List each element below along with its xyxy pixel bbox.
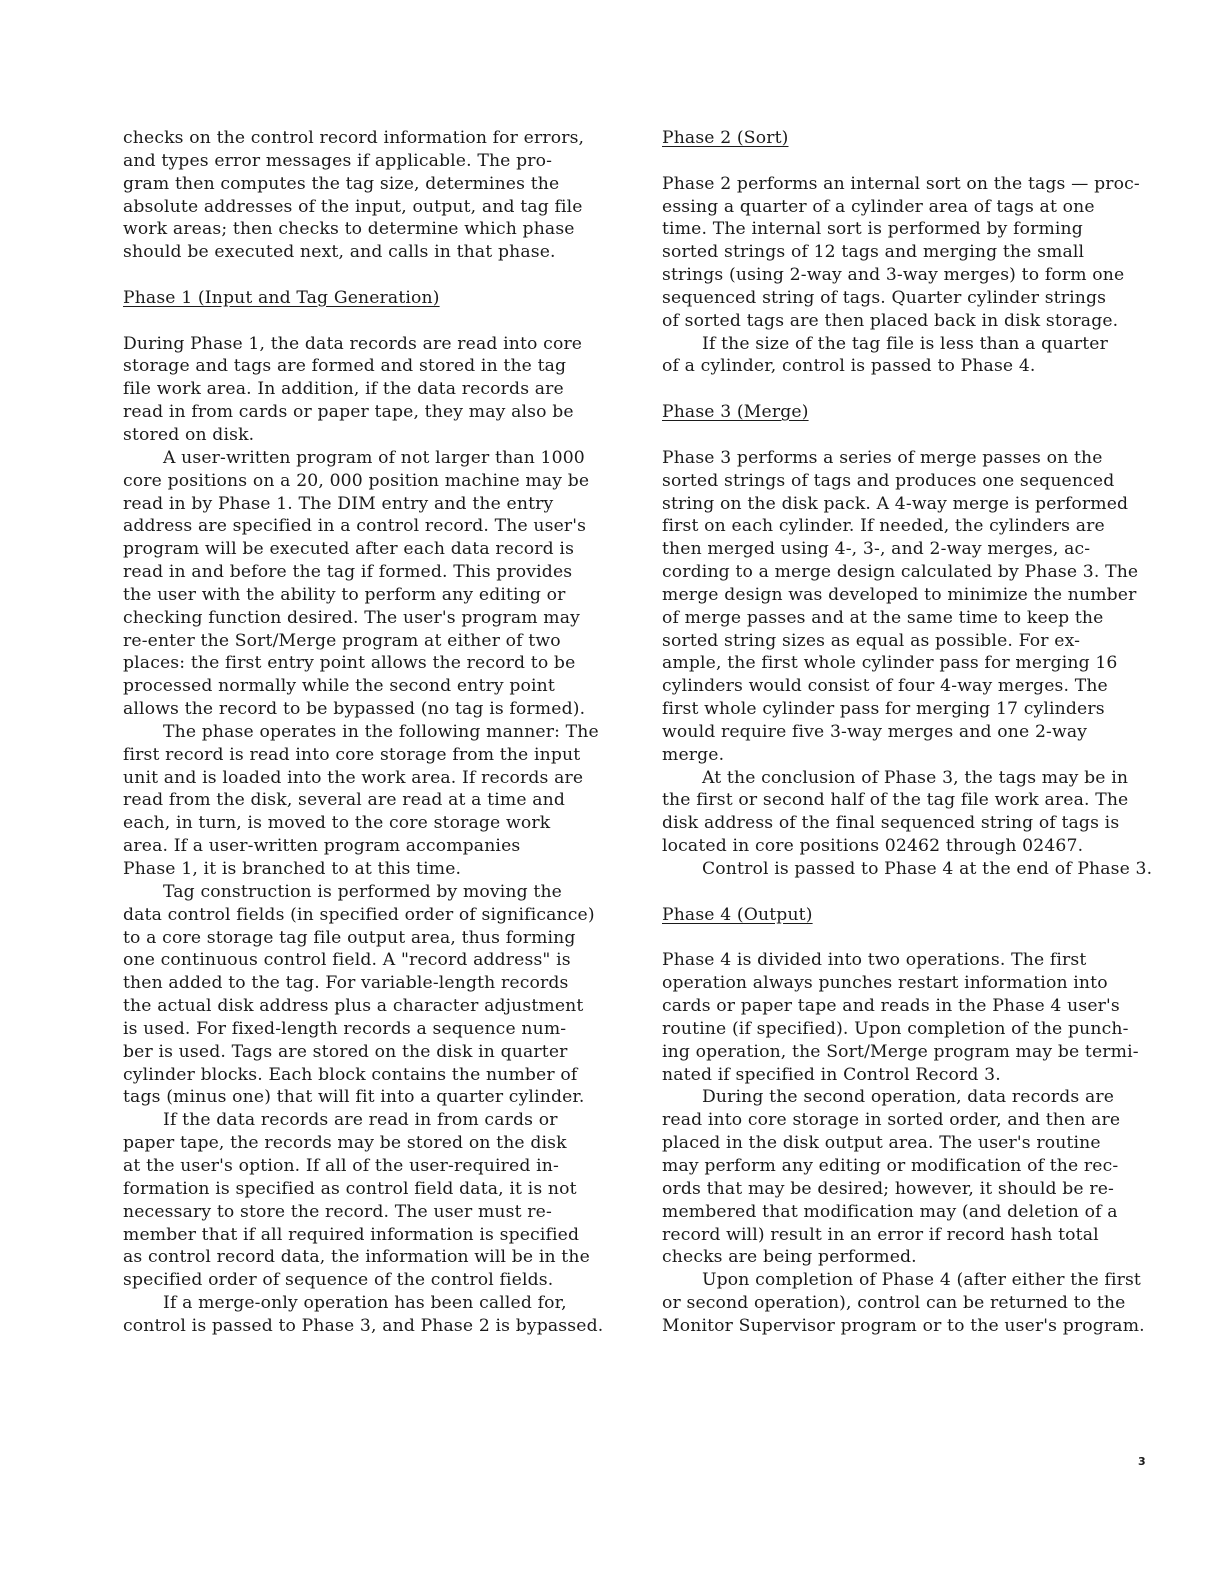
phase2-heading: Phase 2 (Sort)	[662, 128, 789, 148]
intro-paragraph	[123, 127, 618, 264]
phase1-paragraph-6	[123, 1292, 618, 1338]
text-line: file work area. In addition, if the data records are	[123, 379, 564, 400]
text-line: allows the record to be bypassed (no tag is formed).	[123, 699, 586, 720]
phase1-paragraph-2	[123, 447, 618, 721]
text-line: ber is used. Tags are stored on the disk in quarter	[123, 1041, 568, 1062]
text-line: sequenced string of tags. Quarter cylinder strings	[662, 287, 1107, 308]
text-line: unit and is loaded into the work area. If records are	[123, 767, 584, 788]
text-line: located in core positions 02462 through 02467.	[662, 836, 1084, 857]
text-line: core positions on a 20, 000 position machine may be	[123, 470, 590, 491]
text-line: cylinders would consist of four 4-way merges. The	[662, 676, 1108, 697]
text-line: first record is read into core storage from the input	[123, 744, 581, 765]
phase4-paragraph-2	[662, 1086, 1167, 1269]
text-line: Monitor Supervisor program or to the user's program.	[662, 1315, 1145, 1336]
text-line: cards or paper tape and reads in the Phase 4 user's	[662, 996, 1120, 1017]
text-line: If the size of the tag file is less than a quarter	[702, 333, 1108, 354]
phase3-heading: Phase 3 (Merge)	[662, 402, 809, 423]
text-line: first whole cylinder pass for merging 17 cylinders	[662, 699, 1105, 720]
phase2-paragraph-2	[662, 333, 1167, 379]
text-line: and types error messages if applicable. The pro-	[123, 150, 553, 171]
text-line: checks are being performed.	[662, 1247, 917, 1268]
text-line: work areas; then checks to determine which phase	[123, 219, 575, 240]
text-line: data control fields (in specified order of significance)	[123, 904, 595, 925]
text-line: Upon completion of Phase 4 (after either the first	[702, 1270, 1141, 1291]
text-line: is used. For fixed-length records a sequence num-	[123, 1018, 567, 1039]
text-line: essing a quarter of a cylinder area of tags at one	[662, 196, 1095, 217]
text-line: gram then computes the tag size, determines the	[123, 173, 560, 194]
text-line: may perform any editing or modification of the rec-	[662, 1155, 1119, 1176]
text-line: A user-written program of not larger than 1000	[163, 447, 585, 468]
text-line: Control is passed to Phase 4 at the end of Phase 3.	[702, 859, 1153, 879]
text-line: placed in the disk output area. The user's routine	[662, 1133, 1101, 1154]
text-line: paper tape, the records may be stored on the disk	[123, 1133, 567, 1154]
phase4-heading: Phase 4 (Output)	[662, 904, 813, 925]
text-line: checking function desired. The user's program may	[123, 607, 581, 628]
right-column	[662, 127, 1167, 1338]
page-number: 3	[1138, 1455, 1146, 1468]
phase3-paragraph-3	[662, 858, 1167, 881]
text-line: If a merge-only operation has been called for,	[163, 1293, 567, 1314]
text-line: During the second operation, data records are	[702, 1087, 1115, 1108]
text-line: Tag construction is performed by moving the	[163, 881, 563, 902]
text-line: sorted string sizes as equal as possible. For ex-	[662, 630, 1081, 651]
text-line: ample, the first whole cylinder pass for merging 16	[662, 653, 1118, 674]
phase1-paragraph-1	[123, 333, 618, 447]
phase2-paragraph-1	[662, 173, 1167, 333]
text-line: string on the disk pack. A 4-way merge is performed	[662, 493, 1129, 514]
text-line: routine (if specified). Upon completion of the punch-	[662, 1018, 1129, 1039]
phase1-paragraph-5	[123, 1109, 618, 1292]
text-line: membered that modification may (and deletion of a	[662, 1201, 1118, 1222]
text-line: then added to the tag. For variable-length records	[123, 973, 569, 994]
text-line: one continuous control field. A "record address" is	[123, 950, 571, 971]
text-line: operation always punches restart information into	[662, 973, 1108, 994]
phase4-paragraph-1	[662, 949, 1167, 1086]
text-line: as control record data, the information will be in the	[123, 1247, 590, 1268]
text-line: re-enter the Sort/Merge program at either of two	[123, 630, 561, 651]
phase1-heading: Phase 1 (Input and Tag Generation)	[123, 287, 440, 308]
text-line: sorted strings of 12 tags and merging the small	[662, 242, 1085, 263]
text-line: nated if specified in Control Record 3.	[662, 1064, 1001, 1085]
phase3-paragraph-1	[662, 447, 1167, 767]
text-line: Phase 3 performs a series of merge passes on the	[662, 447, 1103, 468]
text-line: read in by Phase 1. The DIM entry and the entry	[123, 493, 554, 514]
text-line: absolute addresses of the input, output, and tag file	[123, 196, 583, 217]
text-line: of sorted tags are then placed back in disk storage.	[662, 310, 1119, 331]
text-line: read in and before the tag if formed. This provides	[123, 562, 573, 583]
text-line: the user with the ability to perform any editing or	[123, 584, 566, 605]
text-line: address are specified in a control record. The user's	[123, 516, 587, 537]
text-line: the first or second half of the tag file work area. The	[662, 790, 1129, 811]
text-line: would require five 3-way merges and one 2-way	[662, 721, 1088, 742]
text-line: at the user's option. If all of the user-required in-	[123, 1155, 559, 1176]
phase1-paragraph-3	[123, 721, 618, 881]
text-line: specified order of sequence of the control fields.	[123, 1270, 554, 1291]
text-line: merge.	[662, 744, 725, 765]
phase3-paragraph-2	[662, 767, 1167, 858]
text-line: tags (minus one) that will fit into a quarter cylinder.	[123, 1087, 585, 1108]
text-line: read from the disk, several are read at a time and	[123, 790, 566, 811]
text-line: of merge passes and at the same time to keep the	[662, 607, 1104, 628]
text-line: At the conclusion of Phase 3, the tags may be in	[702, 767, 1129, 788]
text-line: program will be executed after each data record is	[123, 539, 575, 560]
text-line: first on each cylinder. If needed, the cylinders are	[662, 516, 1105, 537]
text-line: If the data records are read in from cards or	[163, 1110, 558, 1131]
text-line: or second operation), control can be returned to the	[662, 1293, 1126, 1314]
text-line: ing operation, the Sort/Merge program may be termi-	[662, 1041, 1139, 1062]
text-line: member that if all required information is specified	[123, 1224, 580, 1245]
text-line: read in from cards or paper tape, they may also be	[123, 402, 574, 423]
text-line: to a core storage tag file output area, thus forming	[123, 927, 576, 948]
text-line: sorted strings of tags and produces one sequenced	[662, 470, 1115, 491]
text-line: ords that may be desired; however, it should be re-	[662, 1178, 1114, 1199]
phase4-paragraph-3	[662, 1269, 1167, 1338]
text-line: read into core storage in sorted order, and then are	[662, 1110, 1121, 1131]
text-line: time. The internal sort is performed by forming	[662, 219, 1083, 240]
text-line: the actual disk address plus a character adjustment	[123, 996, 584, 1017]
left-column	[123, 127, 618, 1338]
text-line: merge design was developed to minimize the number	[662, 584, 1137, 605]
text-line: cording to a merge design calculated by Phase 3. The	[662, 562, 1139, 583]
text-line: Phase 2 performs an internal sort on the tags — proc-	[662, 173, 1140, 194]
text-line: of a cylinder, control is passed to Phase 4.	[662, 356, 1036, 377]
text-line: should be executed next, and calls in that phase.	[123, 242, 556, 263]
text-line: then merged using 4-, 3-, and 2-way merges, ac-	[662, 539, 1091, 560]
text-line: area. If a user-written program accompanies	[123, 836, 521, 857]
text-line: Phase 4 is divided into two operations. The first	[662, 950, 1087, 971]
phase1-paragraph-4	[123, 881, 618, 1109]
text-line: Phase 1, it is branched to at this time.	[123, 859, 462, 879]
text-line: disk address of the final sequenced string of tags is	[662, 813, 1120, 834]
text-line: places: the first entry point allows the record to be	[123, 653, 576, 674]
text-line: control is passed to Phase 3, and Phase 2 is bypassed.	[123, 1315, 604, 1336]
text-line: strings (using 2-way and 3-way merges) to form one	[662, 265, 1125, 286]
text-line: processed normally while the second entry point	[123, 676, 555, 697]
text-line: The phase operates in the following manner: The	[163, 721, 599, 742]
text-line: record will) result in an error if record hash total	[662, 1224, 1099, 1245]
text-line: formation is specified as control field data, it is not	[123, 1178, 577, 1199]
text-line: cylinder blocks. Each block contains the number of	[123, 1064, 578, 1085]
text-line: checks on the control record information for errors,	[123, 128, 585, 148]
text-line: necessary to store the record. The user must re-	[123, 1201, 552, 1222]
text-line: each, in turn, is moved to the core storage work	[123, 813, 551, 834]
text-line: During Phase 1, the data records are read into core	[123, 333, 583, 354]
text-line: stored on disk.	[123, 424, 255, 445]
text-line: storage and tags are formed and stored in the tag	[123, 356, 567, 377]
